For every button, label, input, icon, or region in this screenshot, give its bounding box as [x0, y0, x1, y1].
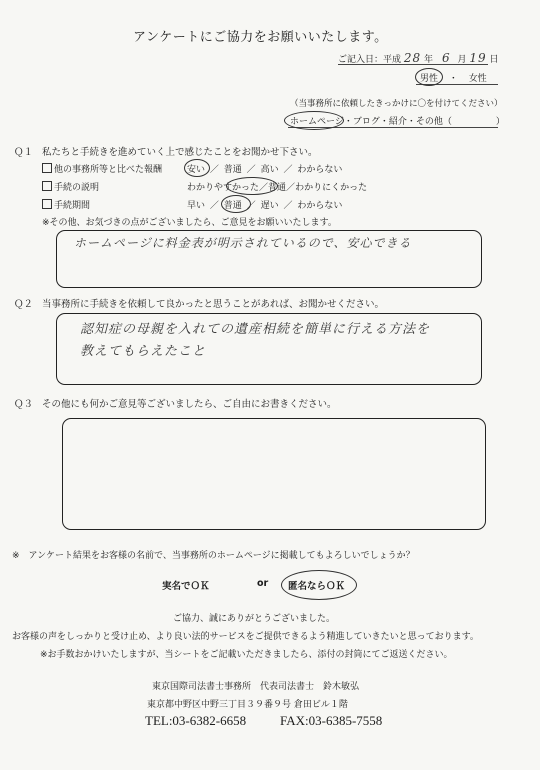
option-cheap[interactable]: 安い [187, 165, 206, 175]
gender-separator: ・ [448, 74, 458, 84]
q1-question: 私たちと手続きを進めていく上で感じたことをお聞かせ下さい。 [42, 147, 318, 158]
publish-real-name-option[interactable]: 実名でＯＫ [162, 581, 210, 592]
date-year: 28 [403, 51, 422, 65]
q1-row-fee [42, 162, 162, 175]
office-name: 東京国際司法書士事務所 代表司法書士 鈴木敏弘 [152, 682, 360, 692]
fee-cheap-circle-mark [184, 159, 210, 177]
q2-number: Ｑ２ [14, 299, 34, 310]
referral-homepage[interactable]: ホームページ [290, 117, 344, 127]
q1-period-options [187, 198, 342, 211]
referral-homepage-circle-mark [284, 111, 344, 130]
closing-message: お客様の声をしっかりと受け止め、より良い法的サービスをご提供できるよう精進していきたいと思っております。 [12, 632, 479, 642]
date-line [338, 51, 499, 65]
gender-female[interactable]: 女性 [468, 74, 487, 84]
q2-question: 当事務所に手続きを依頼して良かったと思うことがあれば、お聞かせください。 [42, 299, 385, 310]
option-separator: ／ [259, 183, 269, 193]
publish-or: or [257, 578, 269, 589]
office-tel: TEL:03-6382-6658 [145, 713, 247, 728]
publish-question: ※ アンケート結果をお客様の名前で、当事務所のホームページに掲載してもよろしいでしょうか？ [12, 551, 415, 561]
option-separator: ／ [209, 201, 219, 211]
option-separator: ／ [283, 165, 293, 175]
q1-row-period [42, 198, 90, 211]
q1-note: ※その他、お気づきの点がございましたら、ご意見をお願いいたします。 [42, 218, 337, 228]
closing-return-note: ※お手数おかけいたしますが、当シートをご記載いただきましたら、添付の封筒にてご返送ください。 [40, 650, 453, 660]
date-prefix: ご記入日：平成 [338, 55, 402, 65]
option-separator: ／ [283, 201, 293, 211]
q3-answer-box[interactable] [62, 418, 486, 530]
q1-fee-options [187, 162, 342, 175]
option-unknown[interactable]: わからない [297, 201, 343, 211]
date-day: 19 [469, 51, 487, 65]
q1-row-explanation [42, 180, 99, 193]
office-fax: FAX:03-6385-7558 [280, 713, 383, 728]
date-year-label: 年 [424, 55, 434, 65]
referral-note: （当事務所に依頼したきっかけに〇を付けてください） [290, 99, 503, 109]
referral-other-options[interactable]: ・ブログ・紹介・その他（ [343, 117, 452, 127]
checkbox-icon[interactable] [42, 181, 52, 191]
date-month-label: 月 [457, 55, 467, 65]
q1-row-label: 手続期間 [54, 201, 91, 211]
explanation-clear-circle-mark [226, 177, 278, 195]
option-separator: ／ [246, 165, 256, 175]
option-slow[interactable]: 遅い [260, 201, 279, 211]
option-fast[interactable]: 早い [187, 201, 206, 211]
option-unclear[interactable]: わかりにくかった [295, 183, 368, 193]
page-title: アンケートにご協力をお願いいたします。 [133, 30, 388, 45]
period-normal-circle-mark [221, 195, 251, 213]
q3-number: Ｑ３ [14, 399, 34, 410]
option-normal[interactable]: 普通 [223, 201, 242, 211]
q1-answer-text: ホームページに料金表が明示されているので、安心できる [74, 236, 412, 250]
option-separator: ／ [286, 183, 296, 193]
option-separator: ／ [209, 165, 219, 175]
option-separator: ／ [246, 201, 256, 211]
option-clear[interactable]: わかりやすかった [187, 183, 260, 193]
date-day-label: 日 [489, 55, 499, 65]
checkbox-icon[interactable] [42, 199, 52, 209]
q1-number: Ｑ１ [14, 147, 34, 158]
q2-answer-line-2: 教えてもらえたこと [80, 344, 207, 359]
q2-answer-line-1: 認知症の母親を入れての遺産相続を簡単に行える方法を [80, 322, 431, 337]
date-month: 6 [441, 51, 451, 65]
q1-row-label: 他の事務所等と比べた報酬 [54, 165, 163, 175]
gender-male-circle-mark [415, 68, 443, 86]
option-unknown[interactable]: わからない [297, 165, 343, 175]
option-expensive[interactable]: 高い [260, 165, 279, 175]
checkbox-icon[interactable] [42, 163, 52, 173]
q1-row-label: 手続の説明 [54, 183, 100, 193]
publish-anonymous-circle-mark [281, 570, 357, 600]
publish-anonymous-option[interactable]: 匿名ならＯＫ [288, 581, 346, 592]
office-address: 東京都中野区中野三丁目３９番９号 倉田ビル１階 [147, 700, 348, 710]
option-normal[interactable]: 普通 [268, 183, 287, 193]
referral-close-paren: ） [495, 117, 505, 127]
q3-question: その他にも何かご意見等ございましたら、ご自由にお書きください。 [42, 399, 337, 410]
gender-male[interactable]: 男性 [420, 74, 439, 84]
closing-thanks: ご協力、誠にありがとうございました。 [173, 614, 336, 624]
option-normal[interactable]: 普通 [223, 165, 242, 175]
